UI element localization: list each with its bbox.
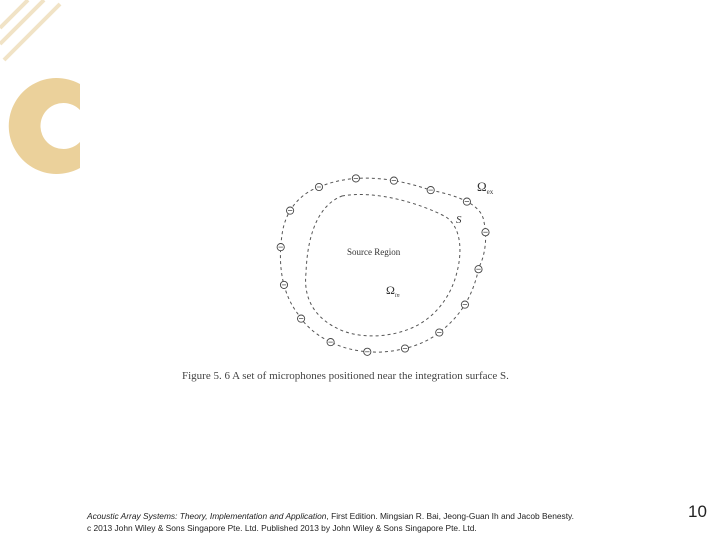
citation xyxy=(87,510,574,534)
page-number: 10 xyxy=(688,502,707,521)
source-region-label: Source Region xyxy=(347,247,401,257)
citation-line-1 xyxy=(87,510,574,522)
citation-line-2: c 2013 John Wiley & Sons Singapore Pte. Ltd. Published 2013 by John Wiley & Sons Singapore Pte. Ltd. xyxy=(87,523,477,533)
outer-region-label: $\Omega_{ex}$ xyxy=(477,179,494,196)
microphone-group xyxy=(277,175,489,356)
outer-microphone-contour xyxy=(280,178,485,352)
inner-region-label: $\Omega_{in}$ xyxy=(386,283,400,299)
integration-surface-s xyxy=(306,194,460,335)
surface-label: S xyxy=(456,214,462,226)
figure-caption: Figure 5. 6 A set of microphones positioned near the integration surface S. xyxy=(182,370,509,382)
citation-authors: , First Edition. Mingsian R. Bai, Jeong-Guan Ih and Jacob Benesty. xyxy=(326,511,574,521)
book-title: Acoustic Array Systems: Theory, Implementation and Application xyxy=(87,511,327,521)
